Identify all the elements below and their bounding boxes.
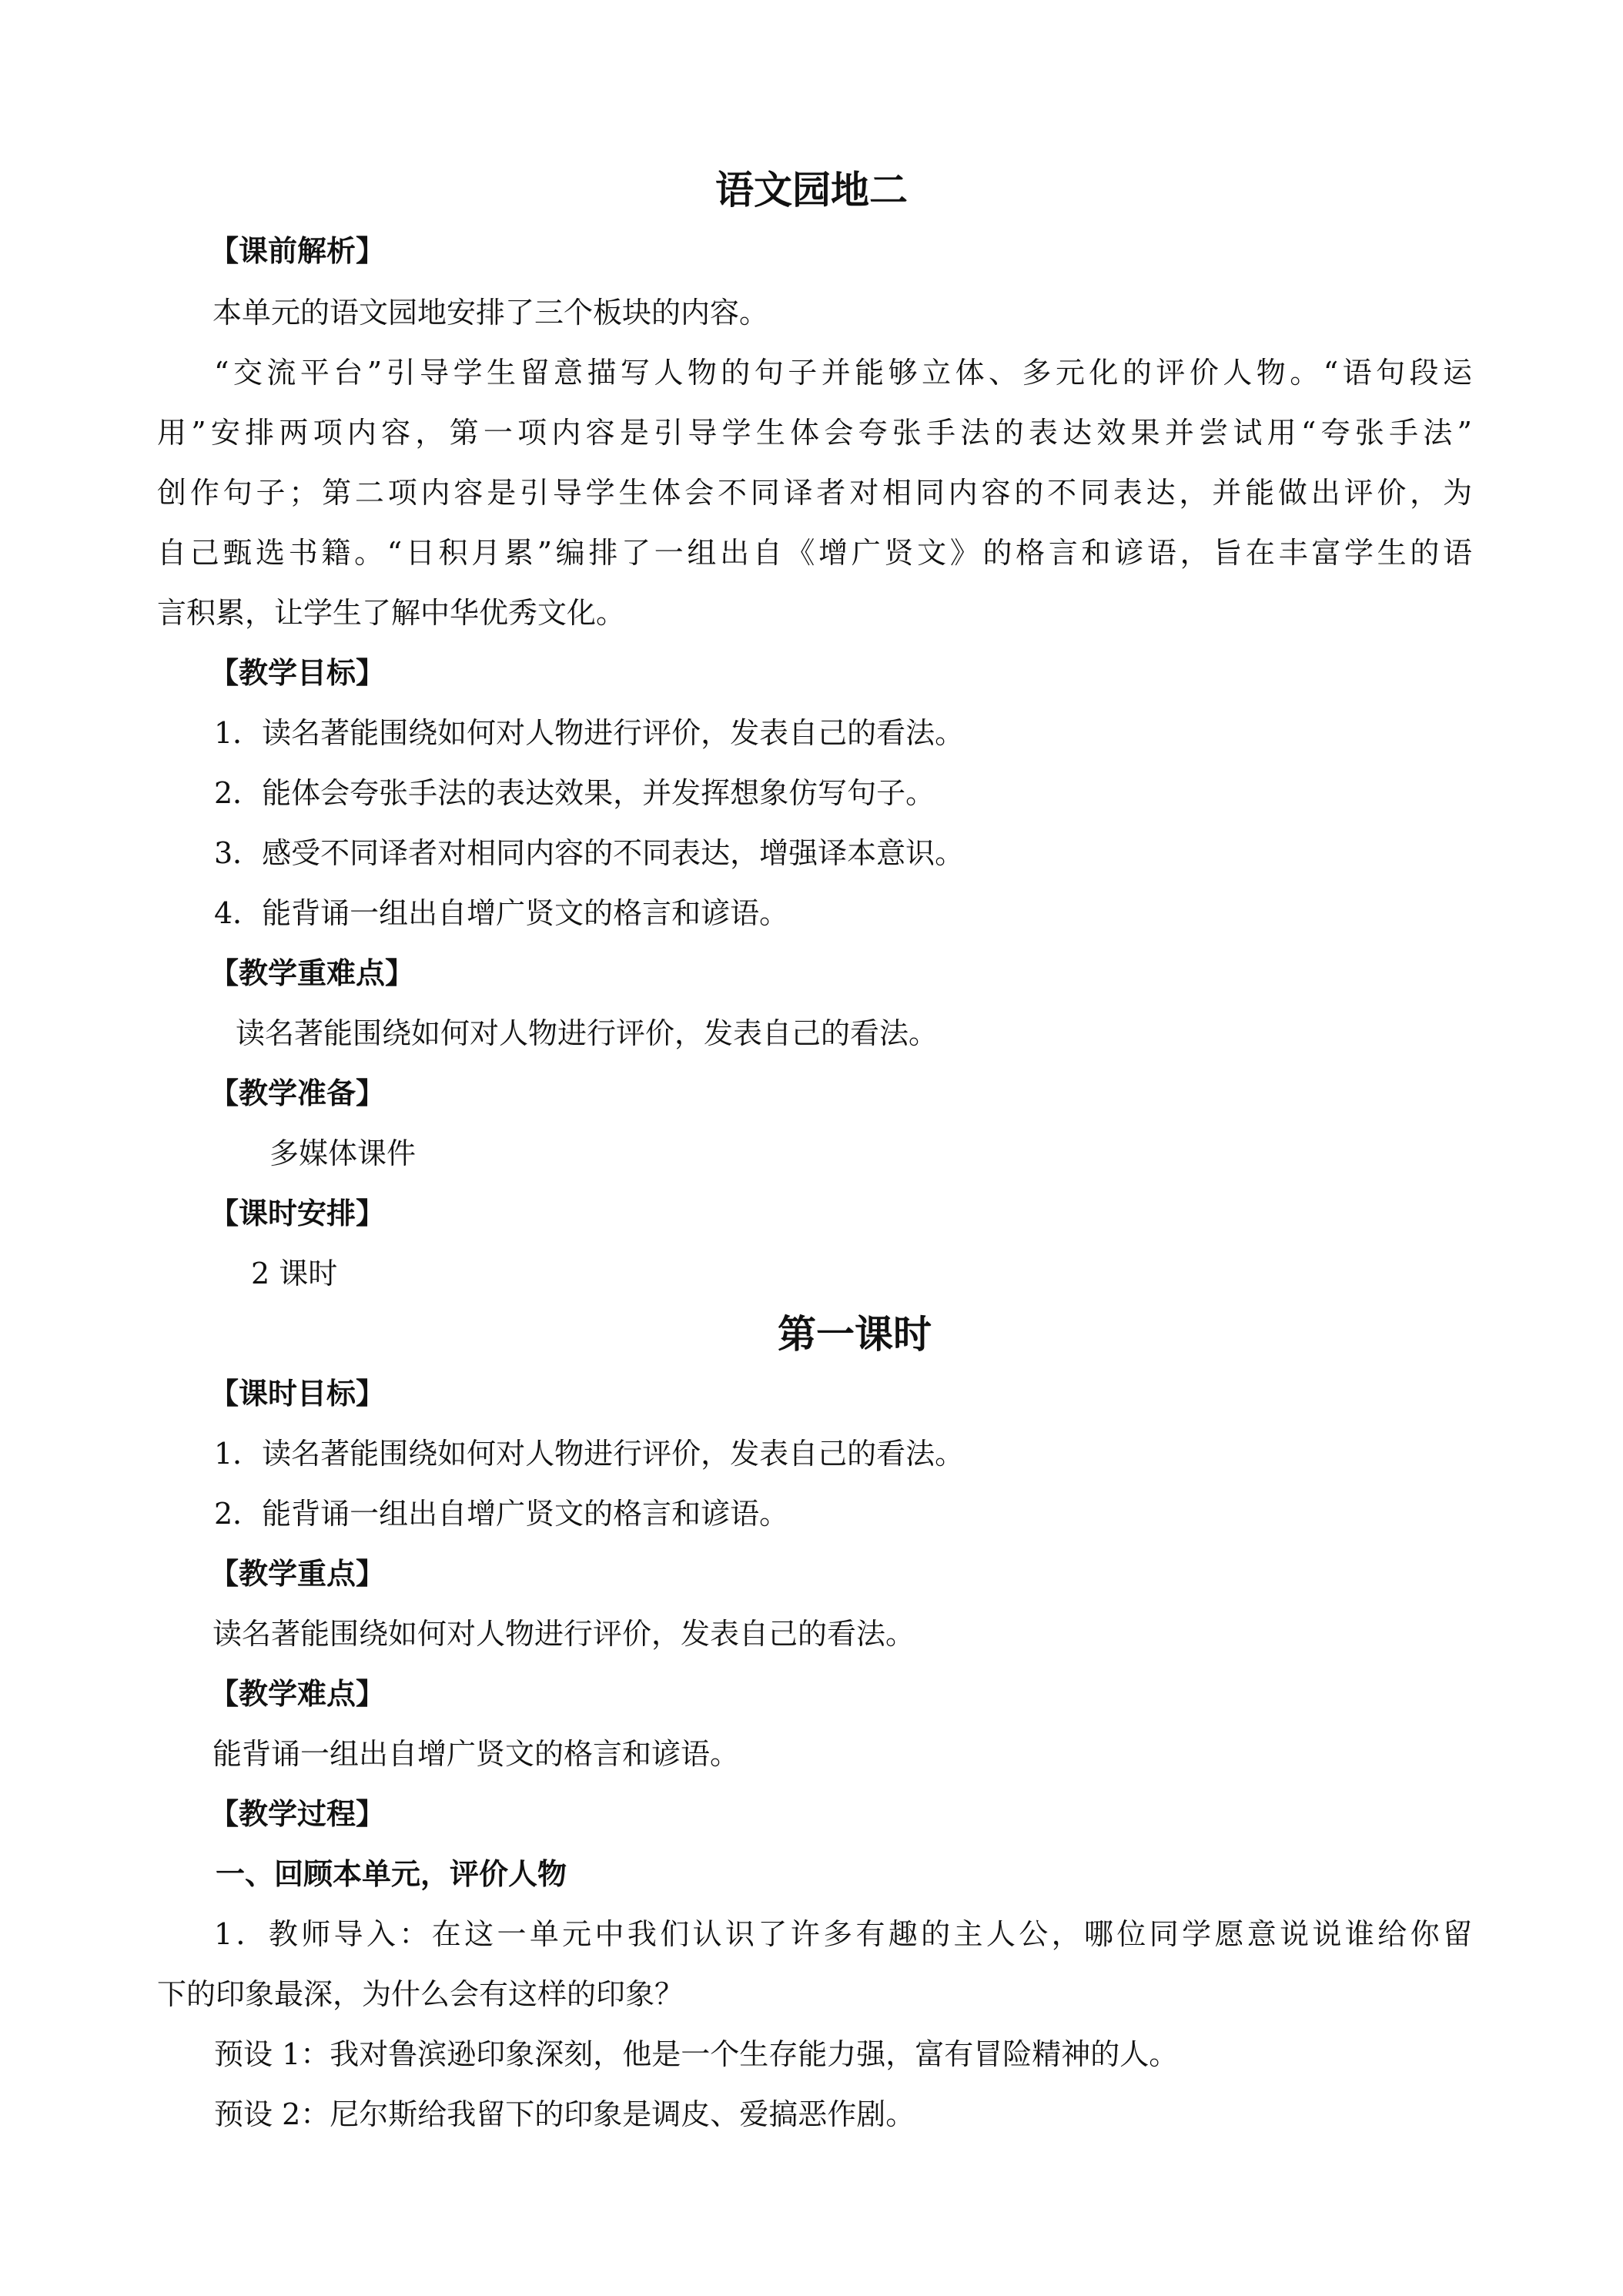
document-title: 语文园地二 [715,168,908,213]
teaching-goal-4: 4．能背诵一组出自增广贤文的格言和谚语。 [214,896,789,930]
lesson1-goal-2: 2．能背诵一组出自增广贤文的格言和谚语。 [214,1497,789,1531]
lesson1-title: 第一课时 [778,1312,932,1357]
preset-1: 预设 1：我对鲁滨逊印象深刻，他是一个生存能力强，富有冒险精神的人。 [214,2037,1179,2071]
teaching-goal-2: 2．能体会夸张手法的表达效果，并发挥想象仿写句子。 [214,776,935,810]
heading-teaching-goals: 【教学目标】 [209,656,386,690]
heading-preparation: 【教学准备】 [209,1076,386,1110]
lesson1-key-text: 读名著能围绕如何对人物进行评价，发表自己的看法。 [212,1617,915,1651]
step1-line-2: 下的印象最深，为什么会有这样的印象？ [157,1977,684,2011]
heading-schedule: 【课时安排】 [209,1197,386,1230]
analysis-paragraph-1: 本单元的语文园地安排了三个板块的内容。 [212,296,769,330]
step1-heading: 一、回顾本单元，评价人物 [216,1857,567,1891]
key-difficult-text: 读名著能围绕如何对人物进行评价，发表自己的看法。 [236,1016,939,1050]
teaching-goal-3: 3．感受不同译者对相同内容的不同表达，增强译本意识。 [214,836,965,870]
lesson1-goal-1: 1．读名著能围绕如何对人物进行评价，发表自己的看法。 [214,1437,965,1471]
heading-key-difficult: 【教学重难点】 [209,956,415,990]
analysis-paragraph-2-line-2: 用”安排两项内容，第一项内容是引导学生体会夸张手法的表达效果并尝试用“夸张手法” [157,416,1472,450]
preset-2: 预设 2：尼尔斯给我留下的印象是调皮、爱搞恶作剧。 [214,2097,915,2131]
lesson1-difficult-text: 能背诵一组出自增广贤文的格言和谚语。 [212,1737,740,1771]
analysis-paragraph-2-line-4: 自己甄选书籍。“日积月累”编排了一组出自《增广贤文》的格言和谚语，旨在丰富学生的语 [157,536,1472,570]
heading-teaching-process: 【教学过程】 [209,1797,386,1831]
analysis-paragraph-2-line-5: 言积累，让学生了解中华优秀文化。 [157,596,626,630]
analysis-paragraph-2-line-3: 创作句子；第二项内容是引导学生体会不同译者对相同内容的不同表达，并能做出评价，为 [157,476,1472,510]
teaching-goal-1: 1．读名著能围绕如何对人物进行评价，发表自己的看法。 [214,716,965,750]
heading-lesson1-difficult: 【教学难点】 [209,1677,386,1711]
schedule-text: 2 课时 [251,1257,338,1290]
heading-pre-class-analysis: 【课前解析】 [209,234,386,268]
preparation-text: 多媒体课件 [269,1136,417,1170]
analysis-paragraph-2-line-1: “交流平台”引导学生留意描写人物的句子并能够立体、多元化的评价人物。“语句段运 [214,356,1472,390]
step1-line-1: 1．教师导入：在这一单元中我们认识了许多有趣的主人公，哪位同学愿意说说谁给你留 [214,1917,1472,1951]
heading-lesson1-key: 【教学重点】 [209,1557,386,1591]
heading-lesson1-goals: 【课时目标】 [209,1377,386,1411]
